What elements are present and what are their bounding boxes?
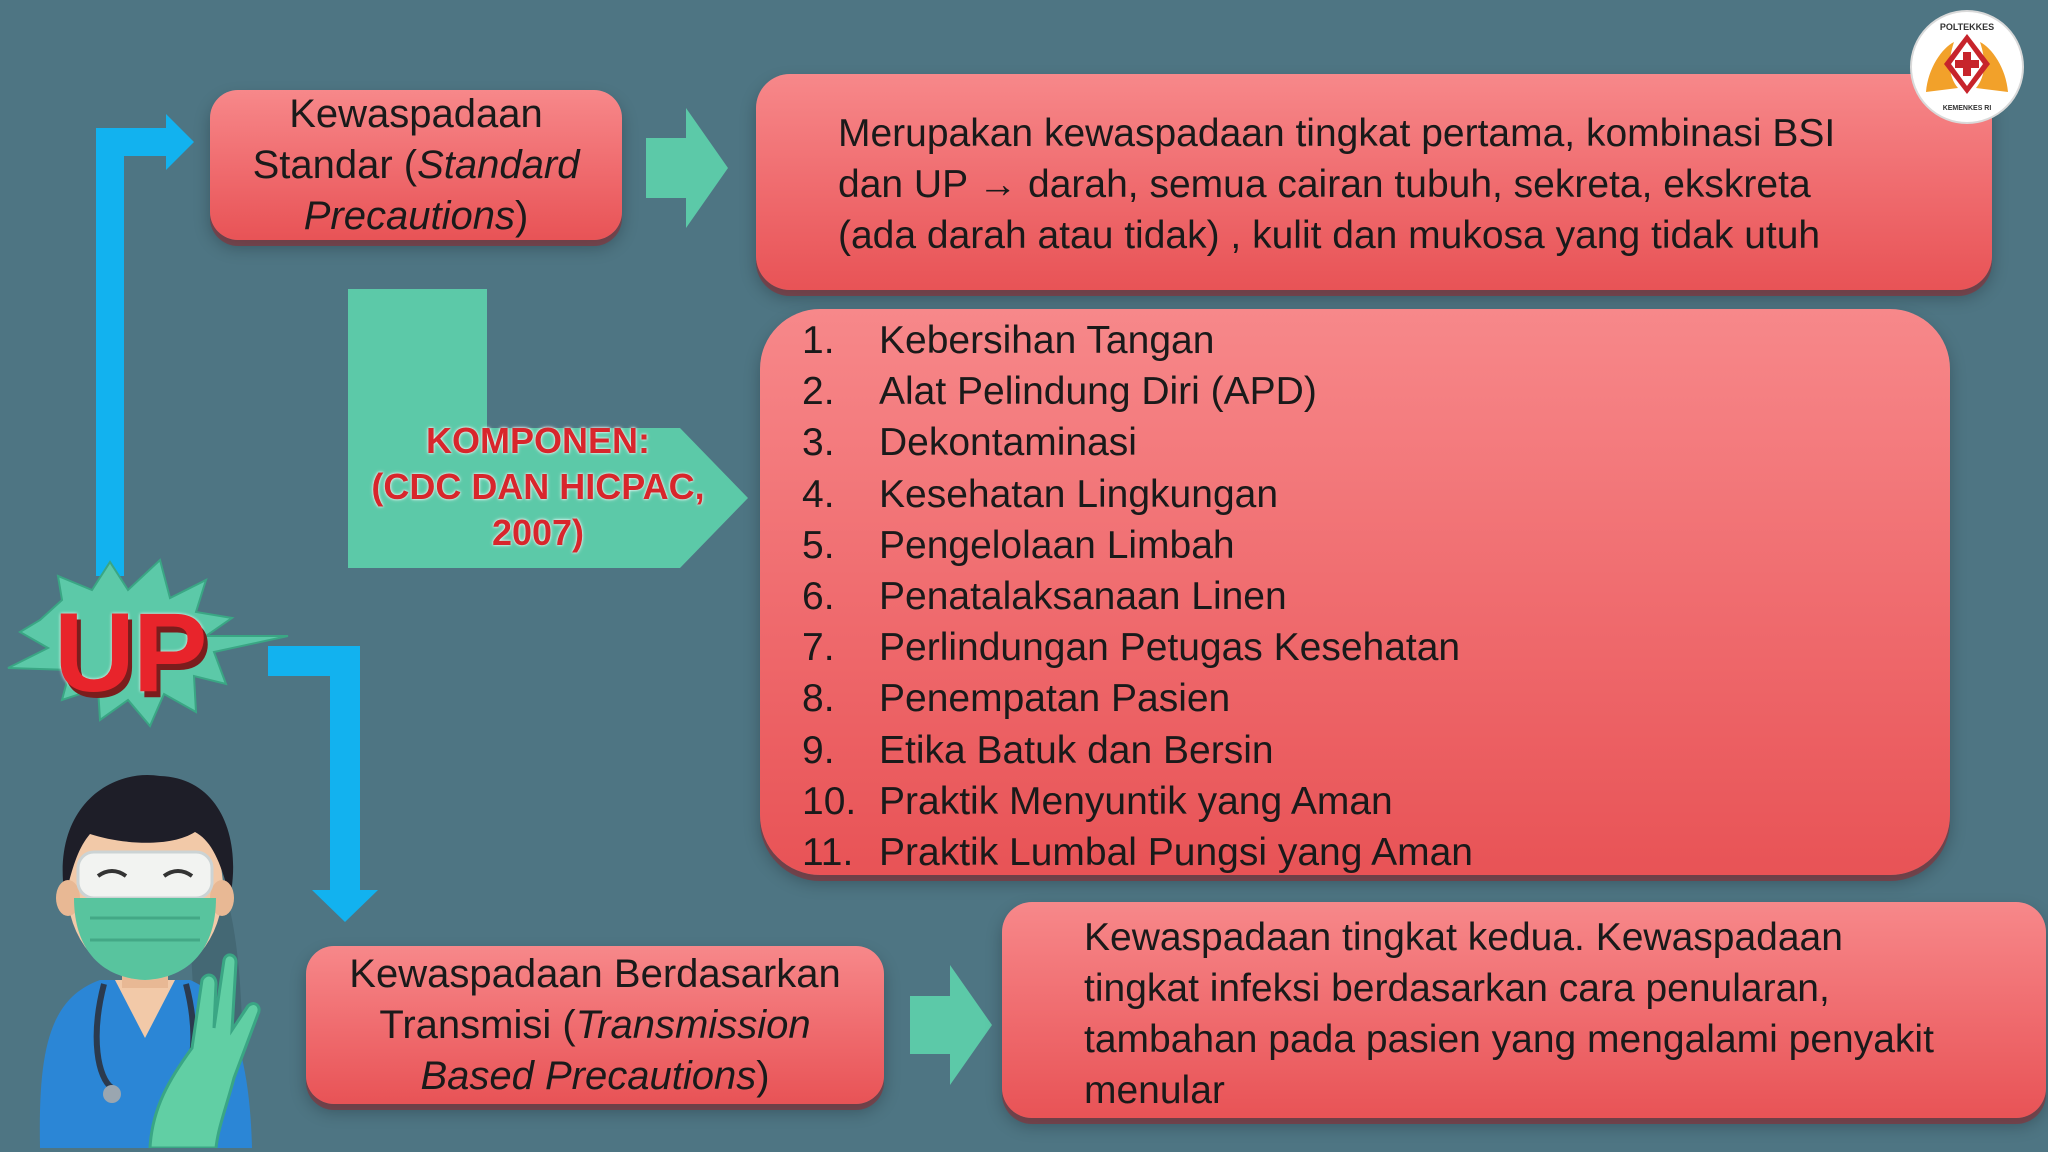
component-item <box>802 520 1950 571</box>
komponen-line2: (CDC DAN HICPAC, <box>371 466 705 507</box>
standard-title-line2: Standar (Standard <box>252 142 580 187</box>
up-label: UP <box>54 590 206 715</box>
component-number: 9. <box>802 728 835 772</box>
component-number: 2. <box>802 370 835 414</box>
standard-desc-line1: Merupakan kewaspadaan tingkat pertama, kombinasi BSI <box>838 112 1836 155</box>
component-text: Penempatan Pasien <box>879 677 1231 721</box>
component-item <box>802 725 1950 776</box>
komponen-label <box>348 418 728 556</box>
standard-title-line1: Kewaspadaan <box>289 91 543 136</box>
up-arrow-to-standard <box>96 114 194 576</box>
component-number: 7. <box>802 626 835 670</box>
teal-arrow-top <box>646 108 728 228</box>
component-text: Dekontaminasi <box>879 421 1137 465</box>
standard-precautions-box <box>210 90 622 240</box>
transmission-title-line1: Kewaspadaan Berdasarkan <box>349 951 841 996</box>
transmission-description-box <box>1002 902 2046 1118</box>
down-arrow-to-transmission <box>268 646 378 922</box>
transmission-desc-line4: menular <box>1084 1069 1225 1112</box>
component-item <box>802 315 1950 366</box>
logo-bottom-text: KEMENKES RI <box>1942 105 1992 112</box>
component-number: 5. <box>802 523 835 567</box>
component-item <box>802 622 1950 673</box>
standard-title-line3: Precautions) <box>303 193 529 238</box>
transmission-precautions-box <box>306 946 884 1104</box>
component-number: 1. <box>802 319 835 362</box>
transmission-title-line2: Transmisi (Transmission <box>379 1002 811 1047</box>
component-text: Praktik Lumbal Pungsi yang Aman <box>879 831 1473 875</box>
component-text: Alat Pelindung Diri (APD) <box>879 370 1317 414</box>
component-text: Kesehatan Lingkungan <box>879 472 1279 516</box>
component-text: Pengelolaan Limbah <box>879 523 1235 567</box>
nurse-illustration <box>20 748 270 1148</box>
component-item <box>802 776 1950 827</box>
component-item <box>802 366 1950 417</box>
components-list <box>802 315 1950 878</box>
component-number: 10. <box>802 779 857 823</box>
component-text: Praktik Menyuntik yang Aman <box>879 779 1393 823</box>
component-text: Kebersihan Tangan <box>879 319 1215 362</box>
component-item <box>802 571 1950 622</box>
component-item <box>802 827 1950 878</box>
logo-top-text: POLTEKKES <box>1939 22 1995 32</box>
component-number: 4. <box>802 472 835 516</box>
teal-arrow-bottom <box>910 965 992 1085</box>
komponen-line3: 2007) <box>491 512 585 553</box>
komponen-line1: KOMPONEN: <box>426 420 650 461</box>
component-item <box>802 673 1950 724</box>
component-item <box>802 417 1950 468</box>
transmission-desc-line2: tingkat infeksi berdasarkan cara penularan, <box>1084 967 1830 1010</box>
component-number: 8. <box>802 677 835 721</box>
component-item <box>802 469 1950 520</box>
poltekkes-logo <box>1908 8 2026 126</box>
standard-desc-line3: (ada darah atau tidak) , kulit dan mukosa yang tidak utuh <box>838 214 1821 257</box>
component-number: 6. <box>802 575 835 619</box>
transmission-desc-line3: tambahan pada pasien yang mengalami penyakit <box>1084 1018 1934 1061</box>
component-text: Perlindungan Petugas Kesehatan <box>879 626 1461 670</box>
component-number: 11. <box>802 831 854 875</box>
component-text: Penatalaksanaan Linen <box>879 575 1287 619</box>
transmission-desc-line1: Kewaspadaan tingkat kedua. Kewaspadaan <box>1084 916 1843 959</box>
component-number: 3. <box>802 421 835 465</box>
transmission-title-line3: Based Precautions) <box>420 1053 770 1098</box>
component-text: Etika Batuk dan Bersin <box>879 728 1274 772</box>
standard-description-box <box>756 74 1992 290</box>
components-list-box <box>760 309 1950 875</box>
standard-desc-line2: dan UP → darah, semua cairan tubuh, sekreta, ekskreta <box>838 163 1811 206</box>
